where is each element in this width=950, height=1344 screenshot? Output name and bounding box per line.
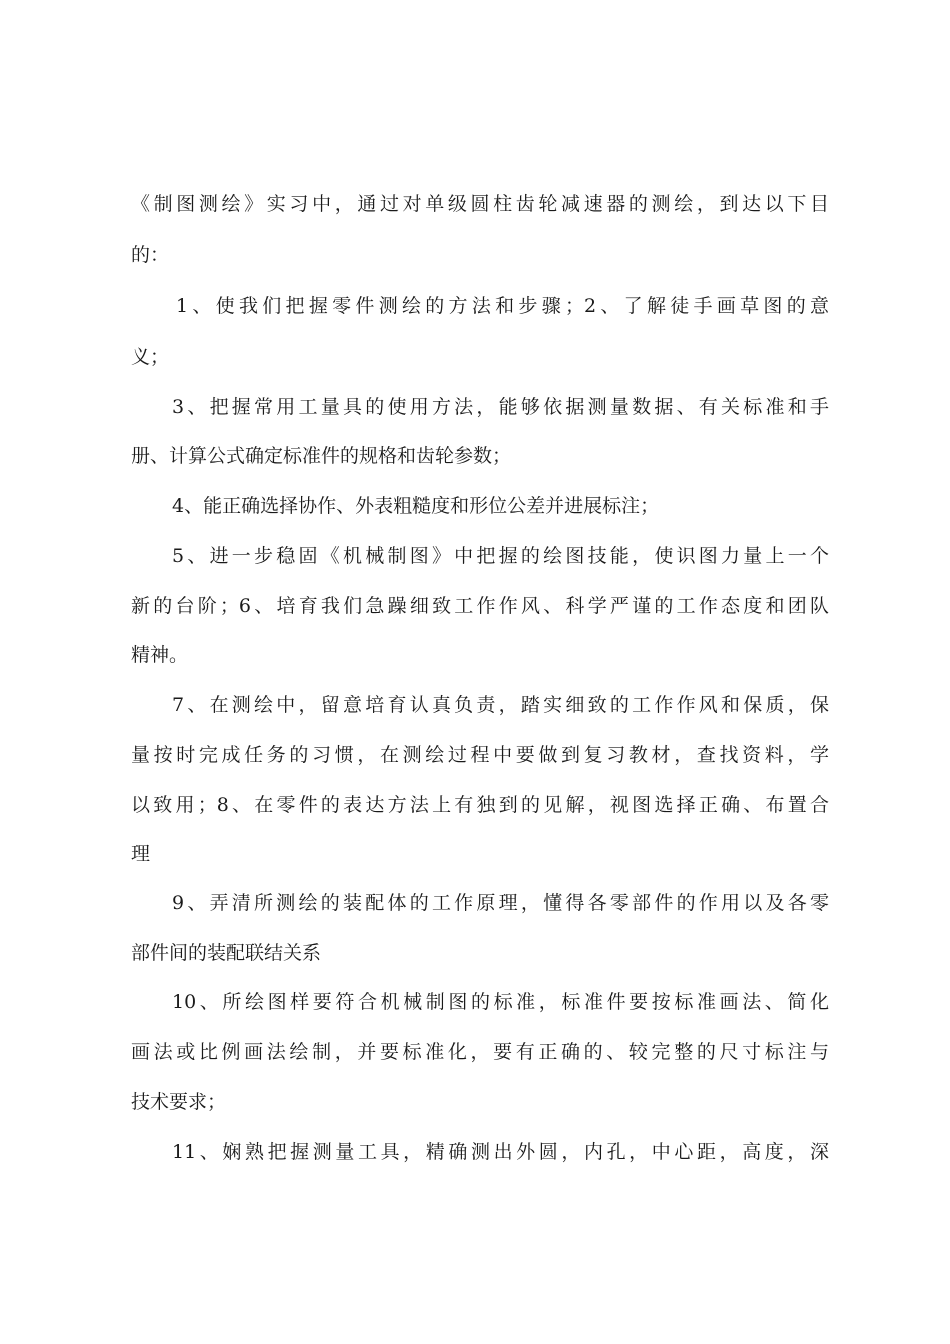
text-line: 的： bbox=[131, 244, 170, 266]
text-line: 册、计算公式确定标准件的规格和齿轮参数； bbox=[131, 445, 512, 467]
text-line: 7、在测绘中，留意培育认真负责，踏实细致的工作作风和保质，保 bbox=[172, 694, 829, 716]
text-line: 画法或比例画法绘制，并要标准化，要有正确的、较完整的尺寸标注与 bbox=[131, 1041, 829, 1063]
text-line: 新的台阶；6、培育我们急躁细致工作作风、科学严谨的工作态度和团队 bbox=[131, 595, 829, 617]
text-line: 理 bbox=[131, 843, 151, 865]
text-line: 1、使我们把握零件测绘的方法和步骤；2、了解徒手画草图的意 bbox=[176, 295, 829, 317]
text-line: 9、弄清所测绘的装配体的工作原理，懂得各零部件的作用以及各零 bbox=[172, 892, 829, 914]
text-line: 3、把握常用工量具的使用方法，能够依据测量数据、有关标准和手 bbox=[172, 396, 829, 418]
text-line: 10、所绘图样要符合机械制图的标准，标准件要按标准画法、简化 bbox=[172, 991, 829, 1013]
text-line: 以致用；8、在零件的表达方法上有独到的见解，视图选择正确、布置合 bbox=[131, 794, 829, 816]
text-line: 技术要求； bbox=[131, 1091, 227, 1113]
text-line: 部件间的装配联结关系 bbox=[131, 942, 322, 964]
text-line: 11、娴熟把握测量工具，精确测出外圆，内孔，中心距，高度，深 bbox=[172, 1141, 829, 1163]
text-line: 5、进一步稳固《机械制图》中把握的绘图技能，使识图力量上一个 bbox=[172, 545, 829, 567]
text-line: 精神。 bbox=[131, 644, 189, 666]
text-line: 4、能正确选择协作、外表粗糙度和形位公差并进展标注； bbox=[172, 495, 660, 517]
text-line: 义； bbox=[131, 346, 170, 368]
text-line: 《制图测绘》实习中，通过对单级圆柱齿轮减速器的测绘，到达以下目 bbox=[131, 193, 829, 215]
text-line: 量按时完成任务的习惯，在测绘过程中要做到复习教材，查找资料，学 bbox=[131, 744, 829, 766]
